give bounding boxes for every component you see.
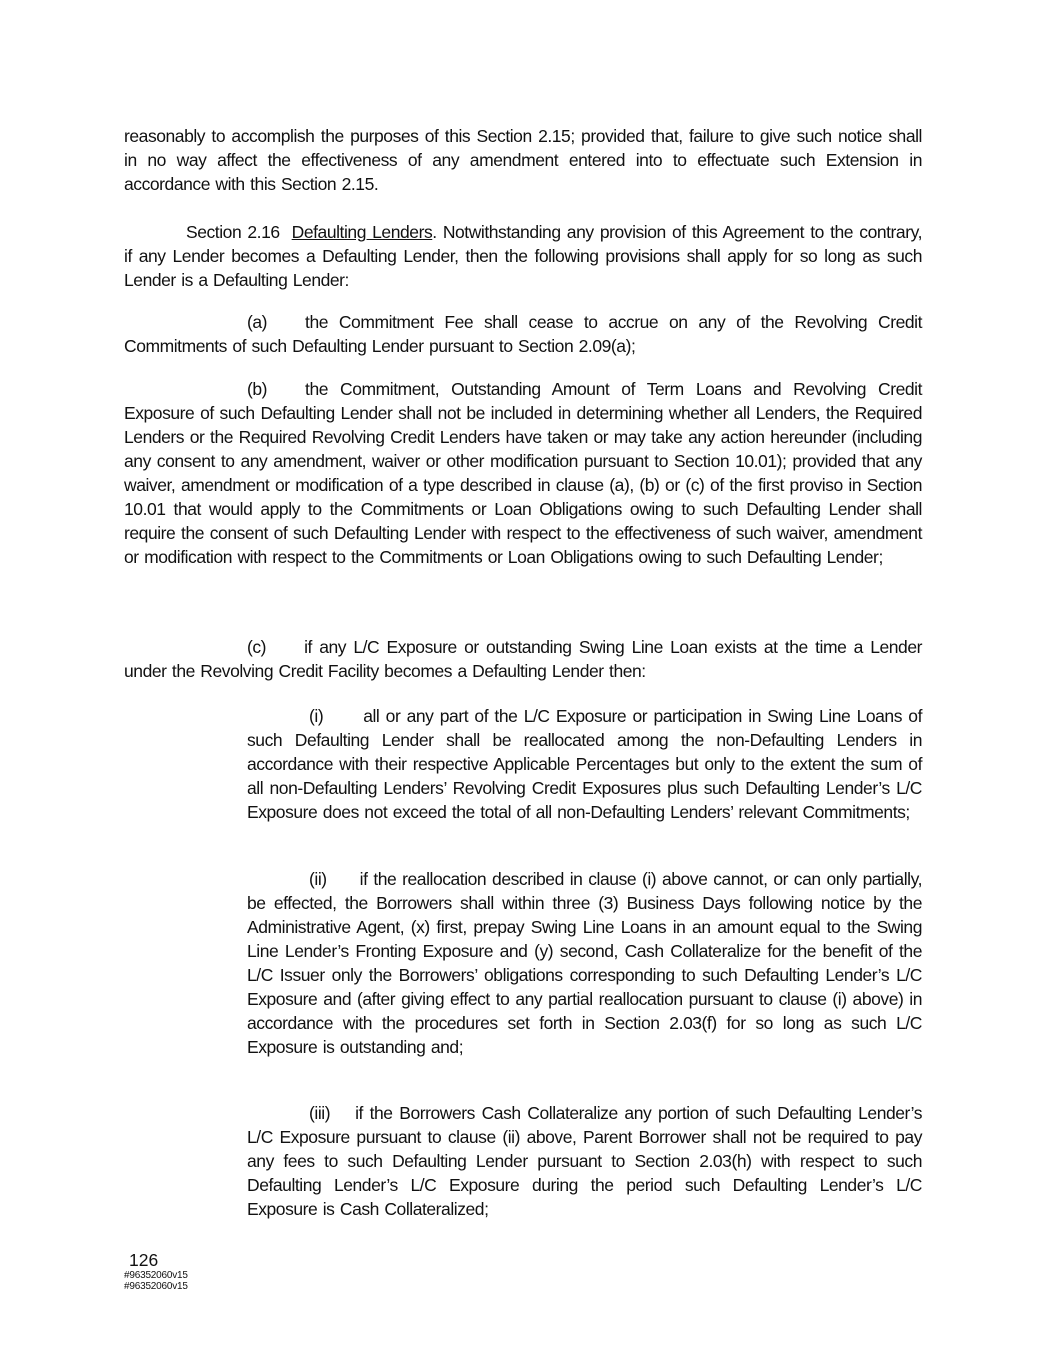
document-id: #96352060v15 bbox=[124, 1270, 188, 1281]
section-body: . Notwithstanding any provision of this Agreement to the contrary, if any Lender becomes a Defaulting Lender, then the following provisions shall apply for so long as such Lender is a Defaulting Lender: bbox=[124, 222, 922, 290]
section-number: Section 2.16 bbox=[186, 222, 280, 242]
clause-c bbox=[124, 635, 922, 683]
subclause-iii-body: if the Borrowers Cash Collateralize any portion of such Defaulting Lender’s L/C Exposure pursuant to clause (ii) above, Parent Borrower shall not be required to pay any fees to such Defaulting Lender pursuant to Section 2.03(h) with respect to such Defaulting Lender’s L/C Exposure during the period such Defaulting Lender’s L/C Exposure is Cash Collateralized; bbox=[247, 1103, 922, 1219]
subclause-i-body: all or any part of the L/C Exposure or participation in Swing Line Loans of such Defaulting Lender shall be reallocated among the non-Defaulting Lenders in accordance with their respective Applicable Percentages but only to the extent the sum of all non-Defaulting Lenders’ Revolving Credit Exposures plus such Defaulting Lender’s L/C Exposure does not exceed the total of all non-Defaulting Lenders’ relevant Commitments; bbox=[247, 706, 922, 822]
subclause-iii bbox=[247, 1101, 922, 1221]
section-heading: Defaulting Lenders bbox=[291, 222, 433, 242]
clause-c-label: (c) bbox=[247, 637, 267, 657]
subclause-i bbox=[247, 704, 922, 824]
clause-b-body: the Commitment, Outstanding Amount of Term Loans and Revolving Credit Exposure of such Defaulting Lender shall not be included in determining whether all Lenders, the Required Lenders or the Required Revolving Credit Lenders have taken or may take any action hereunder (including any consent to any amendment, waiver or other modification pursuant to Section 10.01); provided that any waiver, amendment or modification of a type described in clause (a), (b) or (c) of the first proviso in Section 10.01 that would apply to the Commitments or Loan Obligations owing to such Defaulting Lender shall require the consent of such Defaulting Lender with respect to the effectiveness of such waiver, amendment or modification with respect to the Commitments or Loan Obligations owing to such Defaulting Lender; bbox=[124, 379, 922, 567]
subclause-ii bbox=[247, 867, 922, 1059]
clause-a bbox=[124, 310, 922, 358]
document-id-duplicate: #96352060v15 bbox=[124, 1281, 188, 1292]
subclause-iii-label: (iii) bbox=[309, 1103, 331, 1123]
clause-a-label: (a) bbox=[247, 312, 268, 332]
page-number: 126 bbox=[129, 1250, 159, 1270]
section-2-16-paragraph bbox=[124, 220, 922, 292]
page-footer bbox=[124, 1250, 188, 1292]
subclause-i-label: (i) bbox=[309, 706, 324, 726]
paragraph-continuation: reasonably to accomplish the purposes of this Section 2.15; provided that, failure to give such notice shall in no way affect the effectiveness of any amendment entered into to effectuate such Extension in accordance with this Section 2.15. bbox=[124, 126, 922, 194]
subclause-ii-label: (ii) bbox=[309, 869, 327, 889]
clause-b bbox=[124, 377, 922, 569]
clause-b-label: (b) bbox=[247, 379, 268, 399]
clause-c-body: if any L/C Exposure or outstanding Swing Line Loan exists at the time a Lender under the Revolving Credit Facility becomes a Defaulting Lender then: bbox=[124, 637, 922, 681]
clause-a-body: the Commitment Fee shall cease to accrue on any of the Revolving Credit Commitments of such Defaulting Lender pursuant to Section 2.09(a); bbox=[124, 312, 922, 356]
subclause-ii-body: if the reallocation described in clause (i) above cannot, or can only partially, be effected, the Borrowers shall within three (3) Business Days following notice by the Administrative Agent, (x) first, prepay Swing Line Loans in an amount equal to the Swing Line Lender’s Fronting Exposure and (y) second, Cash Collateralize for the benefit of the L/C Issuer only the Borrowers’ obligations corresponding to such Defaulting Lender’s L/C Exposure and (after giving effect to any partial reallocation pursuant to clause (i) above) in accordance with the procedures set forth in Section 2.03(f) for so long as such L/C Exposure is outstanding and; bbox=[247, 869, 922, 1057]
